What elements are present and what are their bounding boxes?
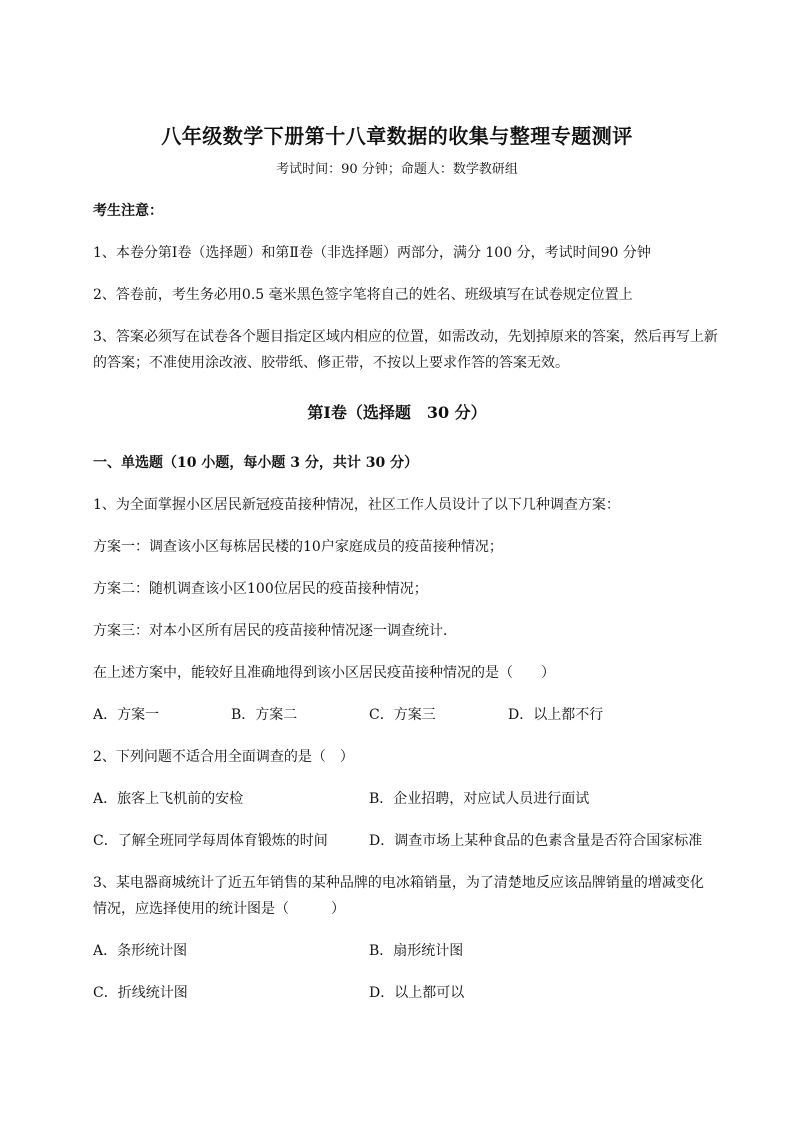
question-1-option-b: B．方案二 [231, 707, 298, 723]
question-2-option-d: D．调查市场上某种食品的色素含量是否符合国家标准 [369, 833, 703, 849]
question-1-plan-2: 方案二：随机调查该小区100位居民的疫苗接种情况； [93, 581, 428, 597]
question-2-option-b: B．企业招聘，对应试人员进行面试 [369, 791, 590, 807]
question-3-option-b: B．扇形统计图 [369, 943, 464, 959]
exam-subtitle: 考试时间：90 分钟；命题人：数学教研组 [276, 162, 518, 177]
question-3-option-c: C．折线统计图 [93, 985, 188, 1001]
question-3-option-a: A．条形统计图 [93, 943, 188, 959]
notice-heading: 考生注意： [93, 203, 163, 219]
notice-item: 的答案；不准使用涂改液、胶带纸、修正带，不按以上要求作答的答案无效。 [93, 355, 569, 371]
exam-title: 八年级数学下册第十八章数据的收集与整理专题测评 [161, 124, 633, 148]
question-1-stem: 1、为全面掌握小区居民新冠疫苗接种情况，社区工作人员设计了以下几种调查方案： [93, 497, 620, 513]
question-3-option-d: D．以上都可以 [369, 985, 465, 1001]
notice-item: 3、答案必须写在试卷各个题目指定区域内相应的位置，如需改动，先划掉原来的答案，然后再写上新 [93, 329, 718, 345]
notice-item: 2、答卷前，考生务必用0.5 毫米黑色签字笔将自己的姓名、班级填写在试卷规定位置上 [93, 287, 633, 303]
question-1-option-a: A．方案一 [93, 707, 160, 723]
part-heading: 一、单选题（10 小题，每小题 3 分，共计 30 分） [93, 455, 419, 471]
question-3-stem-cont: 情况，应选择使用的统计图是（ ） [93, 901, 345, 917]
notice-item: 1、本卷分第Ⅰ卷（选择题）和第Ⅱ卷（非选择题）两部分，满分 100 分，考试时间90 分钟 [93, 245, 651, 261]
question-2-option-a: A．旅客上飞机前的安检 [93, 791, 244, 807]
question-1-option-d: D．以上都不行 [508, 707, 604, 723]
question-1-option-c: C．方案三 [369, 707, 436, 723]
question-1-plan-1: 方案一：调查该小区每栋居民楼的10户家庭成员的疫苗接种情况； [93, 539, 503, 555]
question-1-prompt: 在上述方案中，能较好且准确地得到该小区居民疫苗接种情况的是（ ） [93, 665, 555, 681]
question-2-stem: 2、下列问题不适合用全面调查的是（ ） [93, 749, 354, 765]
question-3-stem: 3、某电器商城统计了近五年销售的某种品牌的电冰箱销量，为了清楚地反应该品牌销量的增减变化 [93, 875, 704, 891]
question-1-plan-3: 方案三：对本小区所有居民的疫苗接种情况逐一调查统计． [93, 623, 457, 639]
question-2-option-c: C．了解全班同学每周体育锻炼的时间 [93, 833, 328, 849]
section-title: 第Ⅰ卷（选择题 30 分） [307, 403, 487, 422]
